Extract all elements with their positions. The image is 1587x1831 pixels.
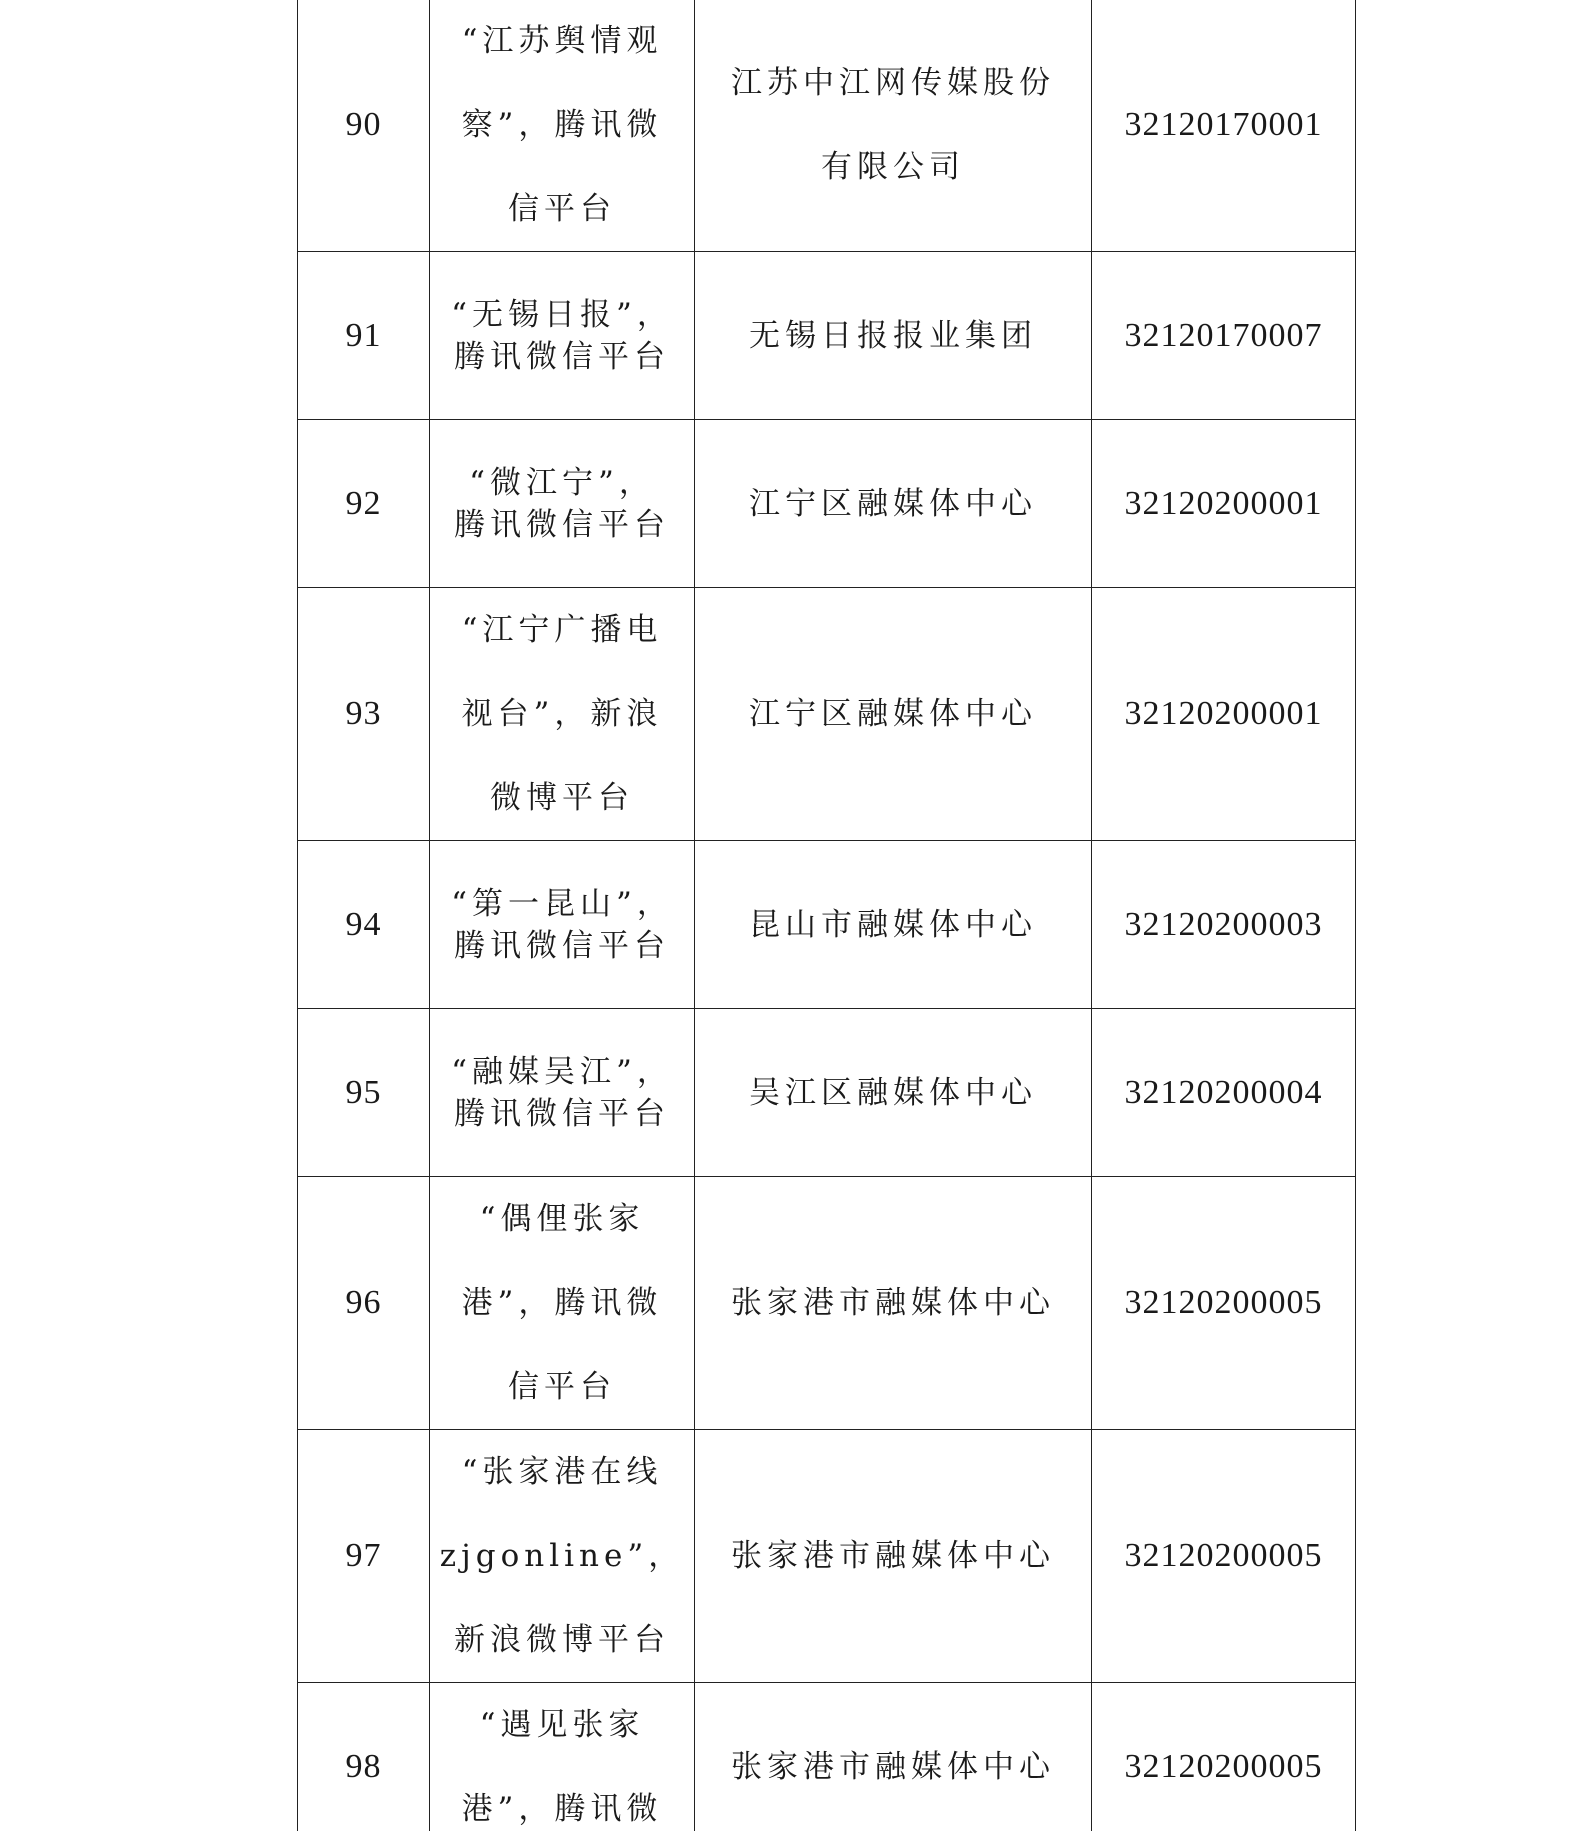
table-row [298,252,1356,420]
account-name-cell [430,1430,695,1683]
organization-cell [695,1430,1092,1683]
account-name-cell [430,841,695,1009]
account-name: “微江宁”， 腾讯微信平台 [454,464,670,543]
organization-name: 无锡日报报业集团 [749,317,1037,354]
account-name: “江宁广播电 视台”，新浪 微博平台 [461,612,663,816]
organization-name: 江宁区融媒体中心 [749,696,1037,732]
table-row [298,1177,1356,1430]
row-number: 90 [298,0,430,252]
organization-cell [695,0,1092,252]
organization-cell [695,1009,1092,1177]
organization-cell [695,420,1092,588]
row-number: 93 [298,588,430,841]
license-code: 32120170001 [1092,0,1356,252]
row-number: 97 [298,1430,430,1683]
account-name: “第一昆山”， 腾讯微信平台 [451,885,673,964]
organization-cell [695,588,1092,841]
organization-cell [695,1177,1092,1430]
row-number: 91 [298,252,430,420]
account-name: “融媒吴江”， 腾讯微信平台 [451,1053,673,1132]
license-code: 32120200004 [1092,1009,1356,1177]
account-name: “遇见张家 港”，腾讯微 [461,1707,663,1827]
account-name: “无锡日报”， 腾讯微信平台 [451,296,673,375]
account-name: “江苏舆情观 察”，腾讯微 信平台 [461,23,663,227]
table-row [298,588,1356,841]
account-name-cell [430,252,695,420]
table-row [298,0,1356,252]
registry-table [297,0,1356,1831]
account-name: “张家港在线 zjgonline”， 新浪微博平台 [439,1454,685,1658]
account-name-cell [430,1009,695,1177]
table-row [298,841,1356,1009]
license-code: 32120200001 [1092,588,1356,841]
organization-name: 吴江区融媒体中心 [749,1074,1037,1111]
table-row [298,1009,1356,1177]
organization-name: 昆山市融媒体中心 [749,906,1037,943]
row-number: 98 [298,1683,430,1831]
organization-cell [695,252,1092,420]
account-name-cell [430,1177,695,1430]
row-number: 96 [298,1177,430,1430]
organization-name: 张家港市融媒体中心 [731,1285,1055,1321]
organization-name: 江苏中江网传媒股份 有限公司 [731,65,1055,185]
license-code: 32120200005 [1092,1683,1356,1831]
organization-cell [695,841,1092,1009]
license-code: 32120170007 [1092,252,1356,420]
table-row [298,420,1356,588]
account-name-cell [430,588,695,841]
account-name-cell [430,1683,695,1831]
license-code: 32120200003 [1092,841,1356,1009]
row-number: 95 [298,1009,430,1177]
row-number: 92 [298,420,430,588]
organization-name: 江宁区融媒体中心 [749,485,1037,522]
license-code: 32120200005 [1092,1177,1356,1430]
row-number: 94 [298,841,430,1009]
table-row [298,1683,1356,1831]
table-row [298,1430,1356,1683]
license-code: 32120200005 [1092,1430,1356,1683]
license-code: 32120200001 [1092,420,1356,588]
organization-name: 张家港市融媒体中心 [731,1749,1055,1785]
account-name: “偶俚张家 港”，腾讯微 信平台 [461,1201,663,1405]
account-name-cell [430,0,695,252]
organization-name: 张家港市融媒体中心 [731,1538,1055,1574]
organization-cell [695,1683,1092,1831]
account-name-cell [430,420,695,588]
